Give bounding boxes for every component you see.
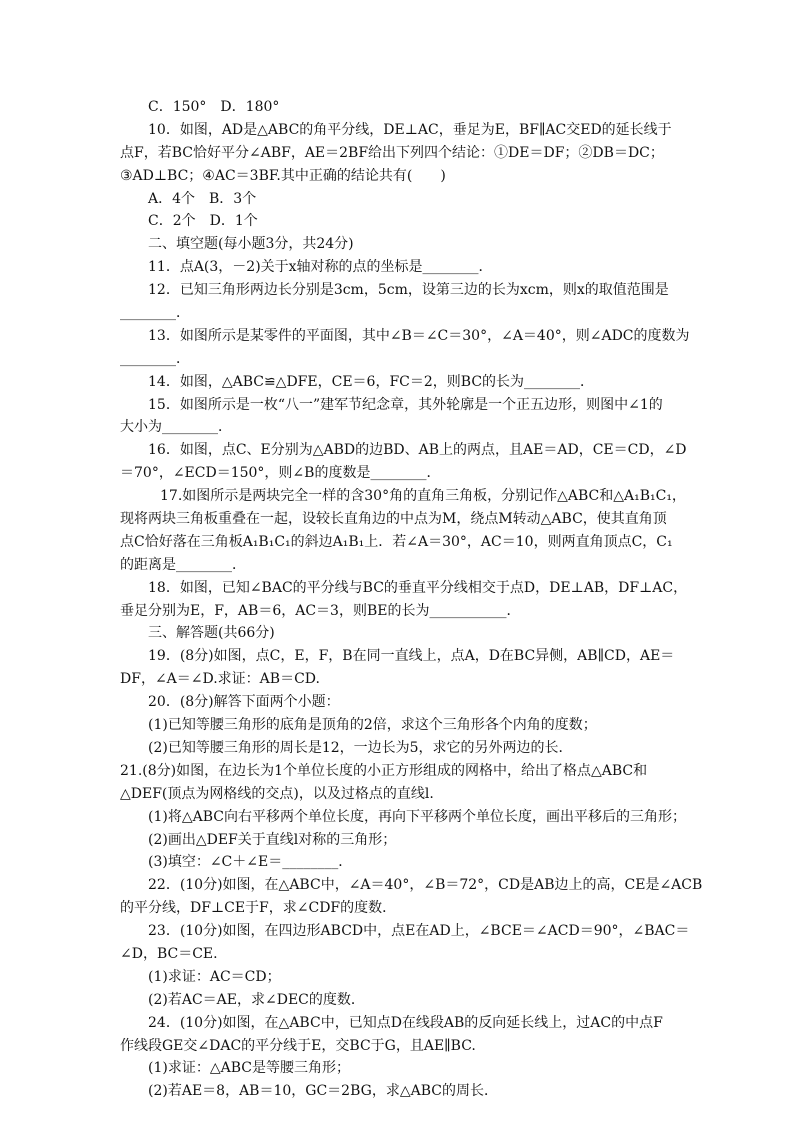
text-line: 10．如图，AD是△ABC的角平分线，DE⊥AC，垂足为E，BF∥AC交ED的延长线于 — [148, 121, 672, 138]
text-line: ∠D，BC＝CE. — [120, 945, 218, 962]
text-line: 垂足分别为E，F，AB＝6，AC＝3，则BE的长为___________． — [120, 602, 521, 619]
text-line: 二、填空题(每小题3分，共24分) — [148, 236, 354, 253]
text-line: 19．(8分)如图，点C，E，F，B在同一直线上，点A，D在BC异侧，AB∥CD，AE＝ — [148, 648, 675, 665]
text-line: 的平分线，DF⊥CE于F，求∠CDF的度数． — [120, 900, 397, 917]
text-line: 三、解答题(共66分) — [148, 625, 275, 642]
text-line: C．2个 D．1个 — [148, 213, 258, 230]
text-line: (2)若AC＝AE，求∠DEC的度数． — [148, 991, 365, 1008]
text-line: 12．已知三角形两边长分别是3cm，5cm，设第三边的长为xcm，则x的取值范围是 — [148, 282, 669, 299]
text-line: ________． — [120, 350, 190, 367]
text-line: (1)将△ABC向右平移两个单位长度，再向下平移两个单位长度，画出平移后的三角形； — [148, 808, 686, 825]
text-line: ________． — [120, 305, 190, 322]
text-line: 16．如图，点C、E分别为△ABD的边BD、AB上的两点，且AE＝AD，CE＝CD，∠D — [148, 442, 687, 459]
text-line: (2)已知等腰三角形的周长是12，一边长为5，求它的另外两边的长． — [148, 739, 573, 756]
text-line: (3)填空：∠C＋∠E＝________． — [148, 854, 353, 871]
text-line: 点F，若BC恰好平分∠ABF，AE＝2BF给出下列四个结论：①DE＝DF；②DB＝DC； — [120, 144, 664, 161]
text-line: 15．如图所示是一枚“八一”建军节纪念章，其外轮廓是一个正五边形，则图中∠1的 — [148, 396, 663, 413]
text-line: (1)求证：△ABC是等腰三角形； — [148, 1060, 350, 1077]
text-line: (2)若AE＝8，AB＝10，GC＝2BG，求△ABC的周长． — [148, 1083, 498, 1100]
text-line: 14．如图，△ABC≌△DFE，CE＝6，FC＝2，则BC的长为________． — [148, 373, 595, 390]
text-line: 24．(10分)如图，在△ABC中，已知点D在线段AB的反向延长线上，过AC的中点F — [148, 1014, 663, 1031]
text-line: ③AD⊥BC；④AC＝3BF.其中正确的结论共有( ) — [120, 167, 446, 184]
text-line: 23．(10分)如图，在四边形ABCD中，点E在AD上，∠BCE＝∠ACD＝90°，∠BAC＝ — [148, 923, 690, 940]
text-line: 点C恰好落在三角板A₁B₁C₁的斜边A₁B₁上．若∠A＝30°，AC＝10，则两直角顶点C，C₁ — [120, 533, 673, 550]
text-line: ＝70°，∠ECD＝150°，则∠B的度数是________． — [120, 465, 441, 482]
text-line: 作线段GE交∠DAC的平分线于E，交BC于G，且AE∥BC. — [120, 1037, 476, 1054]
text-line: 现将两块三角板重叠在一起，设较长直角边的中点为M，绕点M转动△ABC，使其直角顶 — [120, 511, 667, 528]
text-line: △DEF(顶点为网格线的交点)，以及过格点的直线l. — [120, 785, 434, 802]
text-line: C．150° D．180° — [148, 99, 280, 115]
text-line: (2)画出△DEF关于直线l对称的三角形； — [148, 831, 397, 848]
text-line: 22．(10分)如图，在△ABC中，∠A＝40°，∠B＝72°，CD是AB边上的高，CE是∠ACB — [148, 877, 703, 894]
exam-text-body — [120, 96, 703, 1103]
text-line: 17.如图所示是两块完全一样的含30°角的直角三角板，分别记作△ABC和△A₁B₁C₁， — [160, 488, 686, 505]
text-line: A．4个 B．3个 — [148, 190, 257, 207]
text-line: (1)求证：AC＝CD； — [148, 968, 281, 985]
text-line: 大小为________． — [120, 419, 232, 436]
text-line: DF，∠A＝∠D.求证：AB＝CD. — [120, 671, 320, 688]
text-line: 13．如图所示是某零件的平面图，其中∠B＝∠C＝30°，∠A＝40°，则∠ADC的度数为 — [148, 327, 690, 344]
text-line: 20．(8分)解答下面两个小题： — [148, 694, 340, 711]
text-line: 的距离是________． — [120, 556, 246, 573]
text-line: 11．点A(3，－2)关于x轴对称的点的坐标是________． — [148, 259, 493, 276]
text-line: 21.(8分)如图，在边长为1个单位长度的小正方形组成的网格中，给出了格点△ABC和 — [120, 762, 648, 779]
text-line: (1)已知等腰三角形的底角是顶角的2倍，求这个三角形各个内角的度数； — [148, 717, 597, 734]
text-line: 18．如图，已知∠BAC的平分线与BC的垂直平分线相交于点D，DE⊥AB，DF⊥AC， — [148, 579, 688, 596]
